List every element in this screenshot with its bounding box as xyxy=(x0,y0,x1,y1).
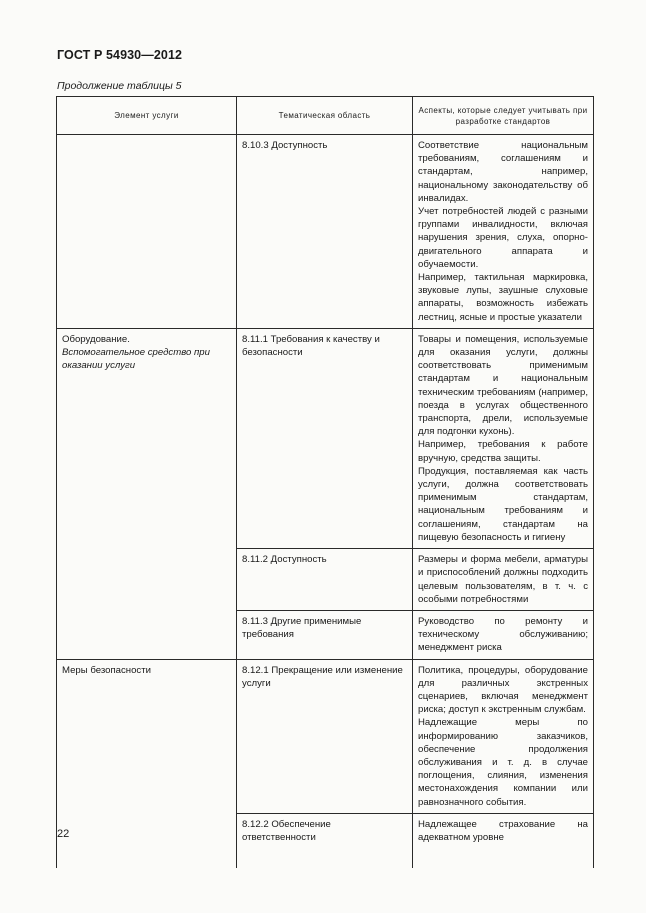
aspect-paragraph: Размеры и форма мебели, арматуры и приспособлений должны подходить целевым пользователям, в т. ч. с особыми потребностями xyxy=(418,554,588,605)
cell-area: 8.12.2 Обеспечение ответственности xyxy=(237,813,413,868)
aspect-paragraph: Соответствие национальным требованиям, соглашениям и стандартам, например, национальному законодательству об инвалидах. xyxy=(418,140,588,204)
table-header-row xyxy=(57,97,594,135)
cell-aspects xyxy=(413,610,594,659)
column-header-area: Тематическая область xyxy=(237,97,413,135)
cell-area: 8.11.3 Другие применимые требования xyxy=(237,610,413,659)
aspect-paragraph: Руководство по ремонту и техническому обслуживанию; менеджмент риска xyxy=(418,615,588,654)
aspect-paragraph: Учет потребностей людей с разными группами инвалидности, включая нарушения зрения, слуха, опорно-двигательного аппарата и обучаемости. xyxy=(418,206,588,270)
cell-element xyxy=(57,328,237,659)
cell-aspects xyxy=(413,328,594,548)
cell-aspects xyxy=(413,659,594,813)
aspect-paragraph: Продукция, поставляемая как часть услуги, должна соответствовать применимым стандартам, национальным требованиям и соглашениям, стандартам на пищевую безопасность и гигиену xyxy=(418,465,588,543)
aspect-paragraph: Надлежащие меры по информированию заказчиков, обеспечение продолжения обслуживания и т. д. в случае поглощения, слияния, изменения местонахождения компании или равнозначного события. xyxy=(418,717,588,808)
table-row xyxy=(57,135,594,329)
element-label: Оборудование. xyxy=(62,333,130,345)
page-number: 22 xyxy=(57,828,70,840)
table-row xyxy=(57,659,594,813)
standards-table xyxy=(56,96,594,868)
element-label: Меры безопасности xyxy=(62,664,151,676)
cell-area: 8.11.1 Требования к качеству и безопасности xyxy=(237,328,413,548)
cell-area: 8.10.3 Доступность xyxy=(237,135,413,329)
aspect-paragraph: Товары и помещения, используемые для оказания услуги, должны соответствовать применимым стандартам и национальным техническим требованиям (например, поезда в услугах общественного транспорта, дрели, используемые для подгонки кухонь). xyxy=(418,333,588,438)
document-header: ГОСТ Р 54930—2012 xyxy=(57,48,183,62)
aspect-paragraph: Например, требования к работе вручную, средства защиты. xyxy=(418,439,588,464)
table-caption: Продолжение таблицы 5 xyxy=(57,80,182,92)
cell-aspects xyxy=(413,135,594,329)
table-body xyxy=(57,135,594,869)
column-header-aspects: Аспекты, которые следует учитывать при разработке стандартов xyxy=(413,97,594,135)
aspect-paragraph: Например, тактильная маркировка, звуковые лупы, заушные слуховые аппараты, возможность избежать лестниц, ясные и простые указатели xyxy=(418,272,588,323)
cell-area: 8.11.2 Доступность xyxy=(237,549,413,611)
aspect-paragraph: Политика, процедуры, оборудование для различных экстренных сценариев, включая менеджмент риска; доступ к экстренным службам. xyxy=(418,664,588,716)
aspect-paragraph: Надлежащее страхование на адекватном уровне xyxy=(418,818,588,843)
cell-aspects xyxy=(413,813,594,868)
element-sublabel: Вспомогательное средство при оказании услуги xyxy=(62,347,210,372)
cell-element xyxy=(57,659,237,868)
table-row xyxy=(57,328,594,548)
cell-aspects xyxy=(413,549,594,611)
cell-element xyxy=(57,135,237,329)
column-header-element: Элемент услуги xyxy=(57,97,237,135)
cell-area: 8.12.1 Прекращение или изменение услуги xyxy=(237,659,413,813)
